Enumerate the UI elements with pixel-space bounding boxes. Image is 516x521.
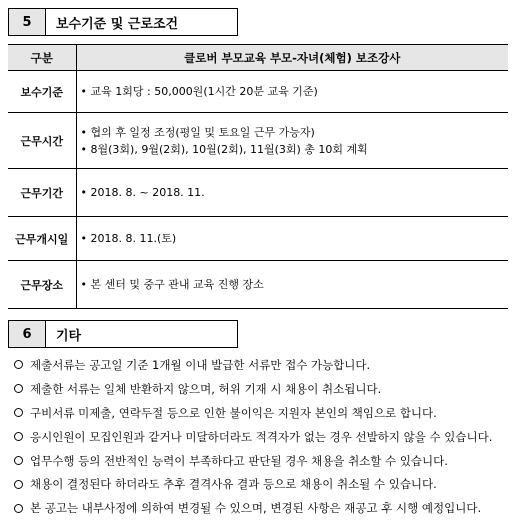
circle-bullet-icon	[14, 456, 23, 465]
table-header-row	[8, 45, 508, 71]
list-item: 본 공고는 내부사정에 의하여 변경될 수 있으며, 변경된 사항은 재공고 후 시행 예정입니다.	[14, 496, 510, 520]
list-item: 업무수행 등의 전반적인 능력이 부족하다고 판단될 경우 채용을 취소할 수 있습니다.	[14, 449, 510, 473]
circle-bullet-icon	[14, 480, 23, 489]
list-item: 제출한 서류는 일체 반환하지 않으며, 허위 기재 시 채용이 취소됩니다.	[14, 377, 510, 401]
list-item: 구비서류 미제출, 연락두절 등으로 인한 불이익은 지원자 본인의 책임으로 합니다.	[14, 401, 510, 425]
circle-bullet-icon	[14, 360, 23, 369]
row-label: 근무기간	[8, 169, 76, 217]
circle-bullet-icon	[14, 504, 23, 513]
conditions-table	[8, 44, 508, 309]
row-label: 근무장소	[8, 261, 76, 309]
row-value: • 본 센터 및 중구 관내 교육 진행 장소	[76, 261, 508, 309]
table-row	[8, 169, 508, 217]
section-title: 보수기준 및 근로조건	[46, 8, 238, 36]
header-label: 구분	[8, 45, 76, 71]
section-5-header	[8, 8, 238, 36]
list-item: 응시인원이 모집인원과 같거나 미달하더라도 적격자가 없는 경우 선발하지 않을 수 있습니다.	[14, 425, 510, 449]
circle-bullet-icon	[14, 432, 23, 441]
section-6-header	[8, 320, 238, 348]
notes-list	[14, 353, 510, 520]
table-row	[8, 71, 508, 113]
list-item: 채용이 결정된다 하더라도 추후 결격사유 결과 등으로 채용이 취소될 수 있습니다.	[14, 472, 510, 496]
row-value: • 2018. 8. 11.(토)	[76, 217, 508, 261]
row-label: 근무시간	[8, 113, 76, 169]
list-item: 제출서류는 공고일 기준 1개월 이내 발급한 서류만 접수 가능합니다.	[14, 353, 510, 377]
circle-bullet-icon	[14, 384, 23, 393]
section-number: 6	[8, 320, 46, 348]
table-row	[8, 261, 508, 309]
table-row	[8, 113, 508, 169]
section-title: 기타	[46, 320, 238, 348]
row-value: • 협의 후 일정 조정(평일 및 토요일 근무 가능자) • 8월(3회), 9월(2회), 10월(2회), 11월(3회) 총 10회 계획	[76, 113, 508, 169]
header-value: 클로버 부모교육 부모-자녀(체험) 보조강사	[76, 45, 508, 71]
row-value: • 2018. 8. ~ 2018. 11.	[76, 169, 508, 217]
row-label: 보수기준	[8, 71, 76, 113]
table-row	[8, 217, 508, 261]
section-number: 5	[8, 8, 46, 36]
circle-bullet-icon	[14, 408, 23, 417]
row-label: 근무개시일	[8, 217, 76, 261]
row-value: • 교육 1회당 : 50,000원(1시간 20분 교육 기준)	[76, 71, 508, 113]
